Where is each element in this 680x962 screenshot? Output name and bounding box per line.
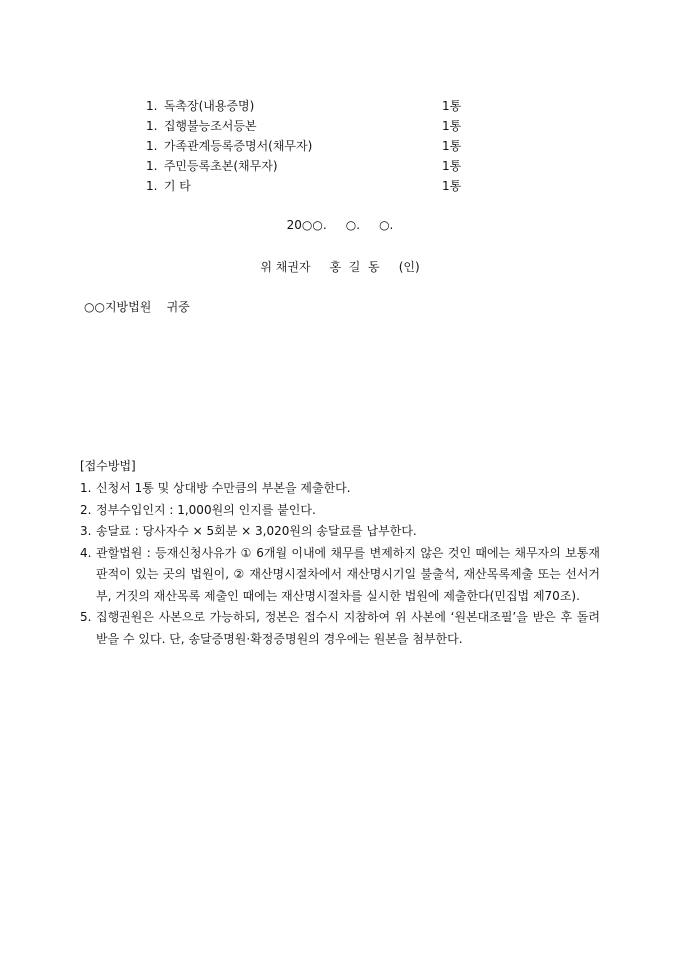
attachment-number: 1.: [146, 99, 158, 113]
attachment-count: 1통: [442, 119, 462, 133]
submission-method-section: [80, 456, 600, 650]
item-text: 정부수입인지 : 1,000원의 인지를 붙인다.: [96, 502, 316, 517]
attachment-number: 1.: [146, 119, 158, 133]
attachment-item: [146, 156, 466, 176]
attachment-count: 1통: [442, 99, 462, 113]
attachment-name: 기 타: [163, 179, 191, 193]
item-number: 4.: [80, 545, 92, 560]
attachment-item: [146, 136, 466, 156]
item-number: 5.: [80, 610, 92, 624]
attachment-count: 1통: [442, 159, 462, 173]
attachment-list: [146, 96, 466, 196]
item-number: 2.: [80, 502, 92, 517]
item-number: 3.: [80, 524, 92, 538]
item-text: 관할법원 : 등재신청사유가 ① 6개월 이내에 채무를 변제하지 않은 것인 때에는 채무자의 보통재판적이 있는 곳의 법원이, ② 재산명시절차에서 재산명시기일 불출석, 재산목록제출 또는 선서거부, 거짓의 재산목록 제출인 때에는 재산명시절차를 실시한 법원에 제출한다(민집법 제70조).: [96, 545, 600, 603]
creditor-signature-line: 위 채권자 홍 길 동 (인): [260, 260, 420, 274]
attachment-number: 1.: [146, 139, 158, 153]
submission-method-item: [80, 500, 600, 522]
attachment-name: 주민등록초본(채무자): [163, 159, 278, 173]
item-text: 신청서 1통 및 상대방 수만큼의 부본을 제출한다.: [96, 481, 351, 495]
attachment-name: 집행불능조서등본: [163, 119, 257, 133]
submission-method-item: [80, 607, 600, 650]
submission-method-title: [접수방법]: [80, 459, 136, 473]
item-text: 집행권원은 사본으로 가능하되, 정본은 접수시 지참하여 위 사본에 ‘원본대조필’을 받은 후 돌려받을 수 있다. 단, 송달증명원·확정증명원의 경우에는 원본을 첨부한다.: [96, 610, 600, 646]
attachment-count: 1통: [442, 139, 462, 153]
document-date: 20○○. ○. ○.: [286, 218, 394, 232]
attachment-item: [146, 176, 466, 196]
attachment-count: 1통: [442, 179, 462, 193]
item-number: 1.: [80, 481, 92, 495]
court-addressee: ○○지방법원 귀중: [84, 300, 190, 314]
submission-method-item: [80, 543, 600, 608]
attachment-name: 독촉장(내용증명): [163, 99, 255, 113]
item-text: 송달료 : 당사자수 × 5회분 × 3,020원의 송달료를 납부한다.: [96, 524, 417, 538]
submission-method-item: [80, 521, 600, 543]
attachment-number: 1.: [146, 179, 158, 193]
submission-method-item: [80, 478, 600, 500]
attachment-name: 가족관계등록증명서(채무자): [163, 139, 313, 153]
attachment-item: [146, 116, 466, 136]
attachment-number: 1.: [146, 159, 158, 173]
attachment-item: [146, 96, 466, 116]
